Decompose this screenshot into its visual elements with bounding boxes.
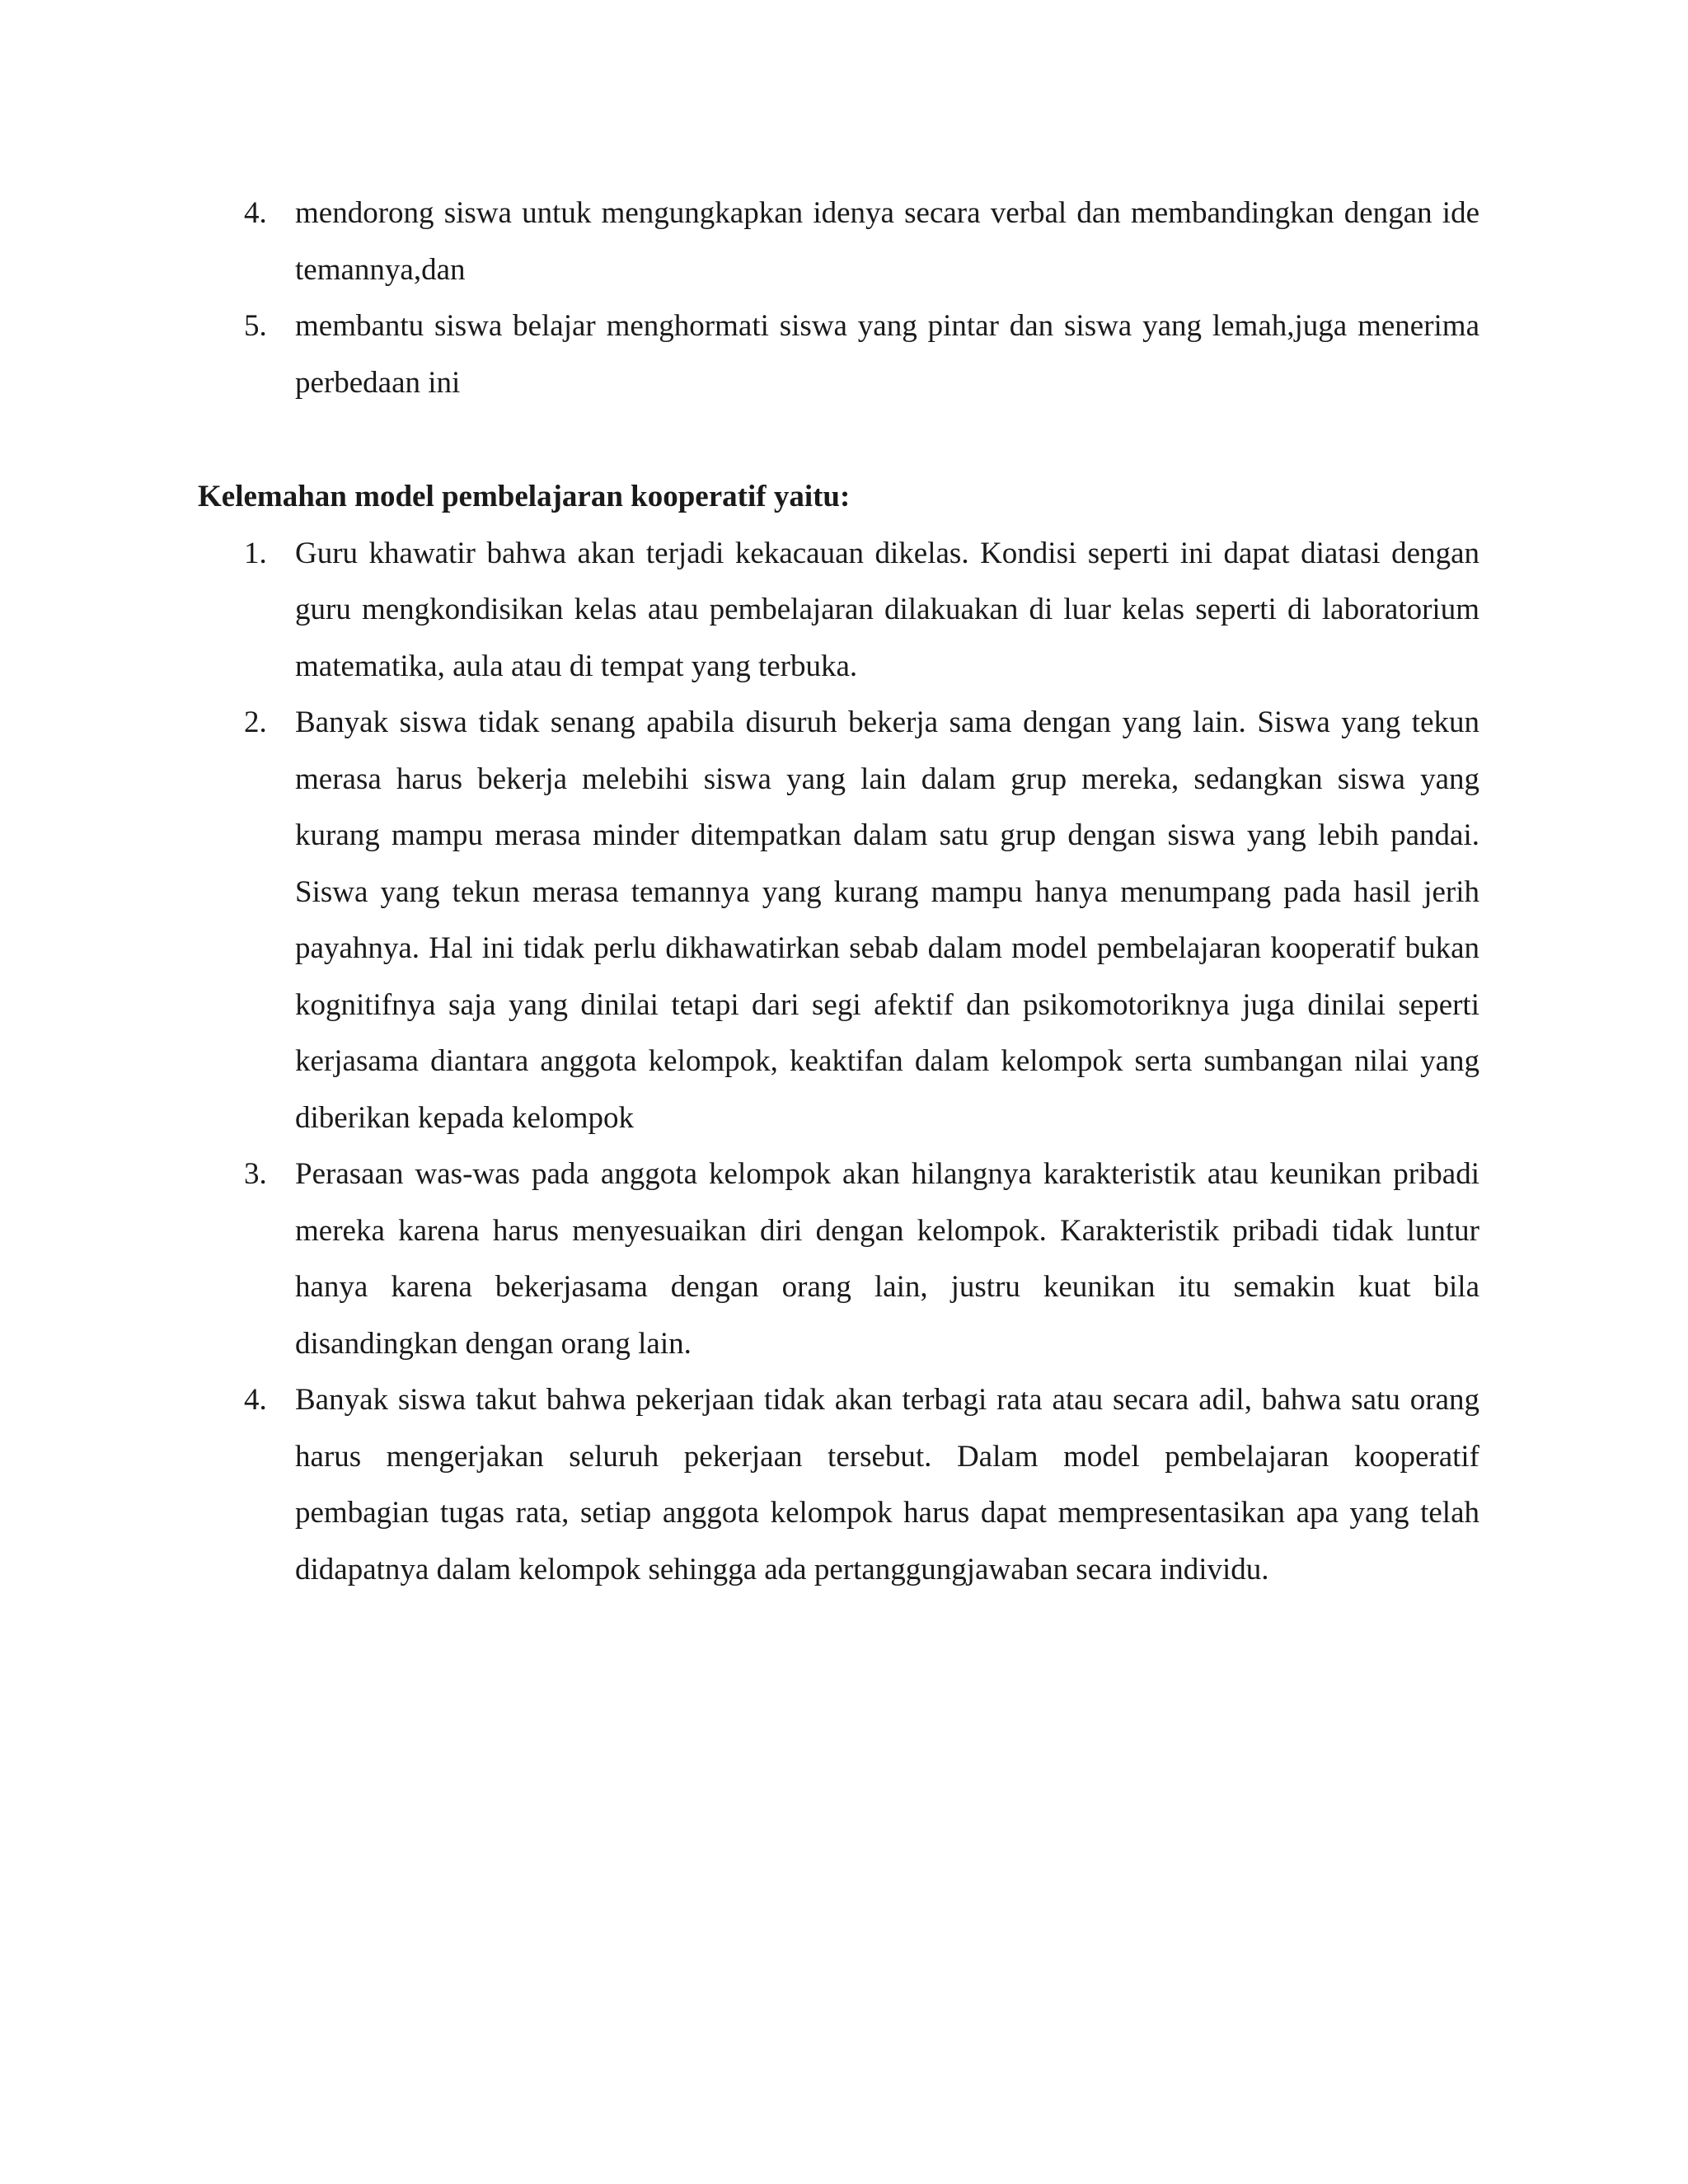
list-item-number: 1. [244, 536, 267, 570]
list-item-text: mendorong siswa untuk mengungkapkan idenya secara verbal dan membandingkan dengan ide temannya,dan [295, 196, 1479, 287]
list-item-number: 2. [244, 705, 267, 739]
list-item-number: 4. [244, 196, 267, 230]
list-item [198, 298, 1479, 411]
section-heading: Kelemahan model pembelajaran kooperatif yaitu: [198, 480, 851, 513]
list-item-text: Guru khawatir bahwa akan terjadi kekacauan dikelas. Kondisi seperti ini dapat diatasi dengan guru mengkondisikan kelas atau pembelajaran dilakuakan di luar kelas seperti di laboratorium matematika, aula atau di tempat yang terbuka. [295, 536, 1479, 683]
list-item-text: Banyak siswa takut bahwa pekerjaan tidak akan terbagi rata atau secara adil, bahwa satu orang harus mengerjakan seluruh pekerjaan tersebut. Dalam model pembelajaran kooperatif pembagian tugas rata, setiap anggota kelompok harus dapat mempresentasikan apa yang telah didapatnya dalam kelompok sehingga ada pertanggungjawaban secara individu. [295, 1383, 1479, 1586]
list-item-text: Banyak siswa tidak senang apabila disuruh bekerja sama dengan yang lain. Siswa yang tekun merasa harus bekerja melebihi siswa yang lain dalam grup mereka, sedangkan siswa yang kurang mampu merasa minder ditempatkan dalam satu grup dengan siswa yang lebih pandai. Siswa yang tekun merasa temannya yang kurang mampu hanya menumpang pada hasil jerih payahnya. Hal ini tidak perlu dikhawatirkan sebab dalam model pembelajaran kooperatif bukan kognitifnya saja yang dinilai tetapi dari segi afektif dan psikomotoriknya juga dinilai seperti kerjasama diantara anggota kelompok, keaktifan dalam kelompok serta sumbangan nilai yang diberikan kepada kelompok [295, 705, 1479, 1135]
list-item [198, 526, 1479, 696]
advantages-list-continued [198, 185, 1479, 411]
list-item-number: 3. [244, 1157, 267, 1191]
list-item-number: 4. [244, 1383, 267, 1417]
document-body [198, 185, 1479, 1598]
list-item [198, 1372, 1479, 1598]
list-item-number: 5. [244, 309, 267, 343]
list-item [198, 185, 1479, 298]
list-item-text: Perasaan was-was pada anggota kelompok akan hilangnya karakteristik atau keunikan pribadi mereka karena harus menyesuaikan diri dengan kelompok. Karakteristik pribadi tidak luntur hanya karena bekerjasama dengan orang lain, justru keunikan itu semakin kuat bila disandingkan dengan orang lain. [295, 1157, 1479, 1361]
list-item [198, 695, 1479, 1146]
list-item-text: membantu siswa belajar menghormati siswa yang pintar dan siswa yang lemah,juga menerima perbedaan ini [295, 309, 1479, 400]
list-item [198, 1146, 1479, 1372]
weakness-list [198, 526, 1479, 1599]
